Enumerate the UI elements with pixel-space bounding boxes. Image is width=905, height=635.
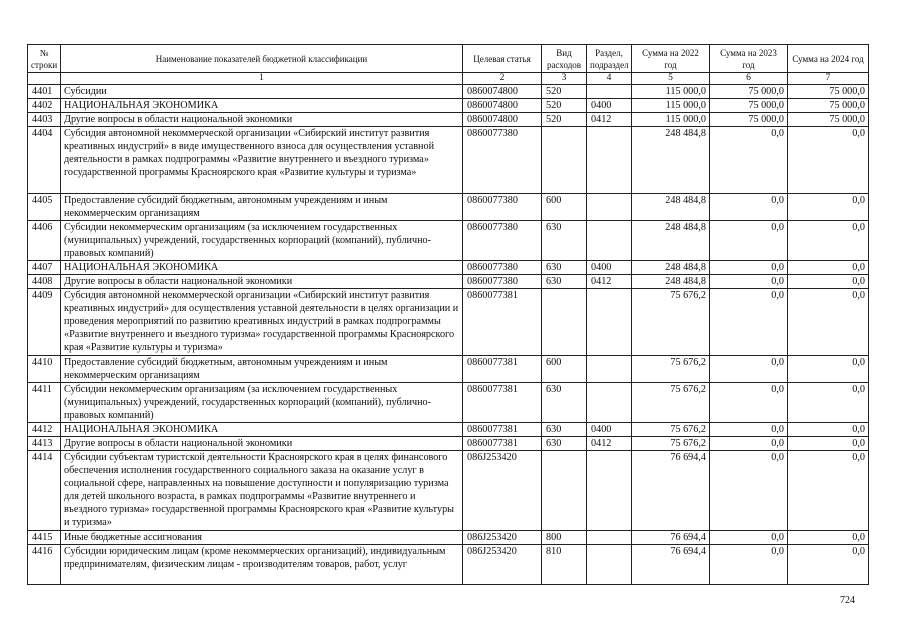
- header-target-article: Целевая статья: [463, 45, 542, 73]
- budget-table: [27, 44, 869, 585]
- row-name: Предоставление субсидий бюджетным, автономным учреждениям и иным некоммерческим организациям: [61, 194, 463, 221]
- section-code: [587, 127, 632, 194]
- sum-2023: 0,0: [710, 261, 788, 275]
- sum-2022: 75 676,2: [632, 383, 710, 423]
- section-code: [587, 289, 632, 356]
- target-article: 0860074800: [463, 85, 542, 99]
- row-number: 4408: [28, 275, 61, 289]
- table-body: [28, 85, 869, 585]
- target-article: 0860074800: [463, 113, 542, 127]
- sum-2024: 0,0: [788, 275, 869, 289]
- row-number: 4406: [28, 221, 61, 261]
- sum-2023: 0,0: [710, 221, 788, 261]
- sum-2022: 248 484,8: [632, 261, 710, 275]
- row-name: Субсидии некоммерческим организациям (за исключением государственных (муниципальных) учреждений, государственных корпораций (компаний), публично-правовых компаний): [61, 221, 463, 261]
- table-header-row: [28, 45, 869, 73]
- section-code: [587, 531, 632, 545]
- header-row-number: № строки: [28, 45, 61, 73]
- expense-type: 630: [542, 221, 587, 261]
- row-number: 4401: [28, 85, 61, 99]
- sum-2023: 0,0: [710, 275, 788, 289]
- sum-2022: 115 000,0: [632, 99, 710, 113]
- sum-2024: 0,0: [788, 127, 869, 194]
- table-row: [28, 383, 869, 423]
- target-article: 0860077381: [463, 437, 542, 451]
- table-row: [28, 194, 869, 221]
- row-name: НАЦИОНАЛЬНАЯ ЭКОНОМИКА: [61, 261, 463, 275]
- column-number: 3: [542, 73, 587, 85]
- sum-2022: 76 694,4: [632, 531, 710, 545]
- expense-type: [542, 127, 587, 194]
- table-row: [28, 85, 869, 99]
- table-row: [28, 275, 869, 289]
- table-row: [28, 99, 869, 113]
- target-article: 0860077381: [463, 356, 542, 383]
- sum-2022: 115 000,0: [632, 85, 710, 99]
- table-row: [28, 531, 869, 545]
- row-number: 4411: [28, 383, 61, 423]
- expense-type: 520: [542, 99, 587, 113]
- header-expense-type: Вид расходов: [542, 45, 587, 73]
- section-code: [587, 451, 632, 531]
- expense-type: 520: [542, 113, 587, 127]
- row-number: 4415: [28, 531, 61, 545]
- expense-type: 630: [542, 275, 587, 289]
- table-row: [28, 127, 869, 194]
- column-number: [28, 73, 61, 85]
- sum-2023: 0,0: [710, 289, 788, 356]
- column-number: 7: [788, 73, 869, 85]
- target-article: 0860077381: [463, 383, 542, 423]
- section-code: 0400: [587, 99, 632, 113]
- row-name: НАЦИОНАЛЬНАЯ ЭКОНОМИКА: [61, 99, 463, 113]
- sum-2024: 0,0: [788, 545, 869, 585]
- sum-2024: 0,0: [788, 437, 869, 451]
- sum-2023: 75 000,0: [710, 85, 788, 99]
- sum-2023: 0,0: [710, 127, 788, 194]
- sum-2024: 75 000,0: [788, 99, 869, 113]
- expense-type: 520: [542, 85, 587, 99]
- row-name: Иные бюджетные ассигнования: [61, 531, 463, 545]
- sum-2022: 115 000,0: [632, 113, 710, 127]
- sum-2023: 0,0: [710, 383, 788, 423]
- row-name: Субсидии: [61, 85, 463, 99]
- sum-2022: 75 676,2: [632, 289, 710, 356]
- row-number: 4410: [28, 356, 61, 383]
- table-row: [28, 423, 869, 437]
- table-row: [28, 545, 869, 585]
- section-code: 0400: [587, 261, 632, 275]
- column-number: 6: [710, 73, 788, 85]
- sum-2022: 75 676,2: [632, 423, 710, 437]
- header-name: Наименование показателей бюджетной классификации: [61, 45, 463, 73]
- sum-2022: 75 676,2: [632, 356, 710, 383]
- expense-type: 810: [542, 545, 587, 585]
- table-row: [28, 356, 869, 383]
- section-code: 0412: [587, 437, 632, 451]
- row-number: 4405: [28, 194, 61, 221]
- row-name: Субсидии субъектам туристской деятельности Красноярского края в целях финансового обеспечения исполнения государственного социального заказа на оказание услуг в социальной сфере, направленных на повышение доступности и популяризацию туризма для детей школьного возраста, в рамках подпрограммы «Развитие внутреннего и въездного туризма» государственной программы Красноярского края «Развитие культуры и туризма»: [61, 451, 463, 531]
- row-number: 4412: [28, 423, 61, 437]
- row-name: Субсидия автономной некоммерческой организации «Сибирский институт развития креативных индустрий» в виде имущественного взноса для осуществления уставной деятельности в рамках подпрограммы «Развитие внутреннего и въездного туризма» государственной программы Красноярского края «Развитие культуры и туризма»: [61, 127, 463, 194]
- column-number: 2: [463, 73, 542, 85]
- sum-2023: 0,0: [710, 451, 788, 531]
- expense-type: 630: [542, 423, 587, 437]
- sum-2022: 248 484,8: [632, 127, 710, 194]
- target-article: 0860077381: [463, 289, 542, 356]
- sum-2024: 0,0: [788, 289, 869, 356]
- header-section: Раздел, подраздел: [587, 45, 632, 73]
- row-name: Другие вопросы в области национальной экономики: [61, 437, 463, 451]
- column-number-row: [28, 73, 869, 85]
- sum-2024: 75 000,0: [788, 113, 869, 127]
- row-name: НАЦИОНАЛЬНАЯ ЭКОНОМИКА: [61, 423, 463, 437]
- row-number: 4407: [28, 261, 61, 275]
- target-article: 0860077380: [463, 261, 542, 275]
- table-row: [28, 437, 869, 451]
- sum-2024: 0,0: [788, 451, 869, 531]
- sum-2023: 0,0: [710, 545, 788, 585]
- expense-type: [542, 289, 587, 356]
- row-number: 4416: [28, 545, 61, 585]
- row-name: Субсидии некоммерческим организациям (за исключением государственных (муниципальных) учреждений, государственных корпораций (компаний), публично-правовых компаний): [61, 383, 463, 423]
- section-code: 0412: [587, 275, 632, 289]
- expense-type: 630: [542, 437, 587, 451]
- sum-2024: 0,0: [788, 261, 869, 275]
- sum-2024: 0,0: [788, 383, 869, 423]
- header-sum-2024: Сумма на 2024 год: [788, 45, 869, 73]
- sum-2024: 0,0: [788, 531, 869, 545]
- target-article: 0860074800: [463, 99, 542, 113]
- sum-2023: 75 000,0: [710, 113, 788, 127]
- header-sum-2022: Сумма на 2022 год: [632, 45, 710, 73]
- sum-2023: 75 000,0: [710, 99, 788, 113]
- row-number: 4404: [28, 127, 61, 194]
- row-number: 4409: [28, 289, 61, 356]
- sum-2022: 75 676,2: [632, 437, 710, 451]
- section-code: [587, 85, 632, 99]
- table-row: [28, 451, 869, 531]
- column-number: 4: [587, 73, 632, 85]
- target-article: 0860077381: [463, 423, 542, 437]
- expense-type: [542, 451, 587, 531]
- row-name: Другие вопросы в области национальной экономики: [61, 275, 463, 289]
- sum-2023: 0,0: [710, 437, 788, 451]
- expense-type: 800: [542, 531, 587, 545]
- expense-type: 630: [542, 383, 587, 423]
- section-code: [587, 356, 632, 383]
- table-row: [28, 261, 869, 275]
- section-code: 0400: [587, 423, 632, 437]
- sum-2022: 76 694,4: [632, 545, 710, 585]
- section-code: [587, 383, 632, 423]
- table-row: [28, 113, 869, 127]
- table-row: [28, 289, 869, 356]
- row-number: 4402: [28, 99, 61, 113]
- row-name: Субсидии юридическим лицам (кроме некоммерческих организаций), индивидуальным предпринимателям, физическим лицам - производителям товаров, работ, услуг: [61, 545, 463, 585]
- expense-type: 630: [542, 261, 587, 275]
- section-code: [587, 545, 632, 585]
- target-article: 0860077380: [463, 127, 542, 194]
- row-number: 4414: [28, 451, 61, 531]
- row-name: Предоставление субсидий бюджетным, автономным учреждениям и иным некоммерческим организациям: [61, 356, 463, 383]
- row-name: Субсидия автономной некоммерческой организации «Сибирский институт развития креативных индустрий» для осуществления уставной деятельности в целях организации и проведения мероприятий по развитию креативных индустрий в рамках подпрограммы «Развитие внутреннего и въездного туризма» государственной программы Красноярского края «Развитие культуры и туризма»: [61, 289, 463, 356]
- column-number: 5: [632, 73, 710, 85]
- target-article: 086J253420: [463, 545, 542, 585]
- section-code: 0412: [587, 113, 632, 127]
- sum-2023: 0,0: [710, 356, 788, 383]
- target-article: 086J253420: [463, 451, 542, 531]
- target-article: 0860077380: [463, 275, 542, 289]
- sum-2022: 248 484,8: [632, 194, 710, 221]
- sum-2022: 76 694,4: [632, 451, 710, 531]
- row-number: 4403: [28, 113, 61, 127]
- sum-2024: 75 000,0: [788, 85, 869, 99]
- page-number: 724: [840, 595, 855, 606]
- target-article: 0860077380: [463, 194, 542, 221]
- table-row: [28, 221, 869, 261]
- sum-2024: 0,0: [788, 194, 869, 221]
- expense-type: 600: [542, 356, 587, 383]
- expense-type: 600: [542, 194, 587, 221]
- sum-2023: 0,0: [710, 423, 788, 437]
- row-number: 4413: [28, 437, 61, 451]
- target-article: 086J253420: [463, 531, 542, 545]
- target-article: 0860077380: [463, 221, 542, 261]
- sum-2024: 0,0: [788, 221, 869, 261]
- sum-2022: 248 484,8: [632, 221, 710, 261]
- sum-2023: 0,0: [710, 531, 788, 545]
- sum-2022: 248 484,8: [632, 275, 710, 289]
- sum-2024: 0,0: [788, 356, 869, 383]
- sum-2023: 0,0: [710, 194, 788, 221]
- column-number: 1: [61, 73, 463, 85]
- section-code: [587, 194, 632, 221]
- sum-2024: 0,0: [788, 423, 869, 437]
- section-code: [587, 221, 632, 261]
- row-name: Другие вопросы в области национальной экономики: [61, 113, 463, 127]
- header-sum-2023: Сумма на 2023 год: [710, 45, 788, 73]
